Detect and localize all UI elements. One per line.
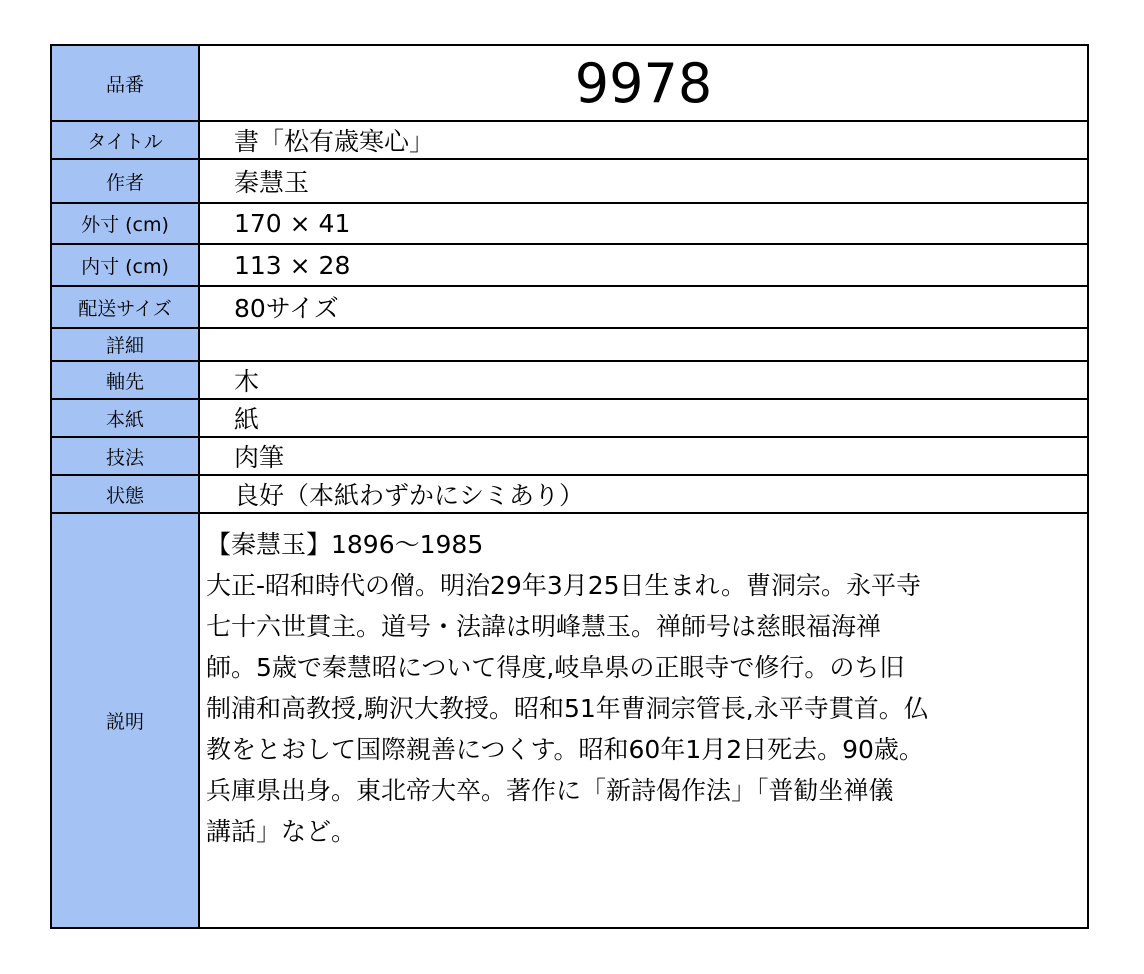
- inner-size-value: 113 × 28: [199, 244, 1088, 286]
- description-line: 師。5歳で秦慧昭について得度,岐阜県の正眼寺で修行。のち旧: [206, 653, 905, 682]
- title-label: タイトル: [51, 121, 199, 159]
- description-label: 説明: [51, 513, 199, 928]
- outer-size-label: 外寸 (cm): [51, 203, 199, 244]
- details-value: [199, 328, 1088, 361]
- author-value: 秦慧玉: [199, 159, 1088, 203]
- inner-size-label: 内寸 (cm): [51, 244, 199, 286]
- row-outer-size: [51, 203, 1088, 244]
- description-line: 講話」など。: [206, 817, 357, 846]
- item-number-value: 9978: [199, 45, 1088, 121]
- technique-value: 肉筆: [199, 437, 1088, 475]
- row-item-number: [51, 45, 1088, 121]
- roller-ends-label: 軸先: [51, 361, 199, 399]
- description-line: 制浦和高教授,駒沢大教授。昭和51年曹洞宗管長,永平寺貫首。仏: [206, 694, 929, 723]
- row-technique: [51, 437, 1088, 475]
- author-label: 作者: [51, 159, 199, 203]
- base-material-label: 本紙: [51, 399, 199, 437]
- row-author: [51, 159, 1088, 203]
- row-description: [51, 513, 1088, 928]
- row-shipping-size: [51, 286, 1088, 328]
- row-title: [51, 121, 1088, 159]
- details-label: 詳細: [51, 328, 199, 361]
- description-text: [199, 513, 1088, 928]
- item-spec-table: [50, 44, 1089, 929]
- shipping-size-label: 配送サイズ: [51, 286, 199, 328]
- row-inner-size: [51, 244, 1088, 286]
- condition-value: 良好（本紙わずかにシミあり）: [199, 475, 1088, 513]
- shipping-size-value: 80サイズ: [199, 286, 1088, 328]
- roller-ends-value: 木: [199, 361, 1088, 399]
- row-condition: [51, 475, 1088, 513]
- condition-label: 状態: [51, 475, 199, 513]
- row-details: [51, 328, 1088, 361]
- row-roller-ends: [51, 361, 1088, 399]
- base-material-value: 紙: [199, 399, 1088, 437]
- description-line: 兵庫県出身。東北帝大卒。著作に「新詩偈作法」「普勧坐禅儀: [206, 776, 894, 805]
- technique-label: 技法: [51, 437, 199, 475]
- item-number-label: 品番: [51, 45, 199, 121]
- row-base-material: [51, 399, 1088, 437]
- title-value: 書「松有歳寒心」: [199, 121, 1088, 159]
- outer-size-value: 170 × 41: [199, 203, 1088, 244]
- description-line: 教をとおして国際親善につくす。昭和60年1月2日死去。90歳。: [206, 735, 924, 764]
- description-line: 【秦慧玉】1896〜1985: [206, 530, 484, 559]
- description-line: 七十六世貫主。道号・法諱は明峰慧玉。禅師号は慈眼福海禅: [206, 612, 882, 641]
- description-line: 大正-昭和時代の僧。明治29年3月25日生まれ。曹洞宗。永平寺: [206, 571, 922, 600]
